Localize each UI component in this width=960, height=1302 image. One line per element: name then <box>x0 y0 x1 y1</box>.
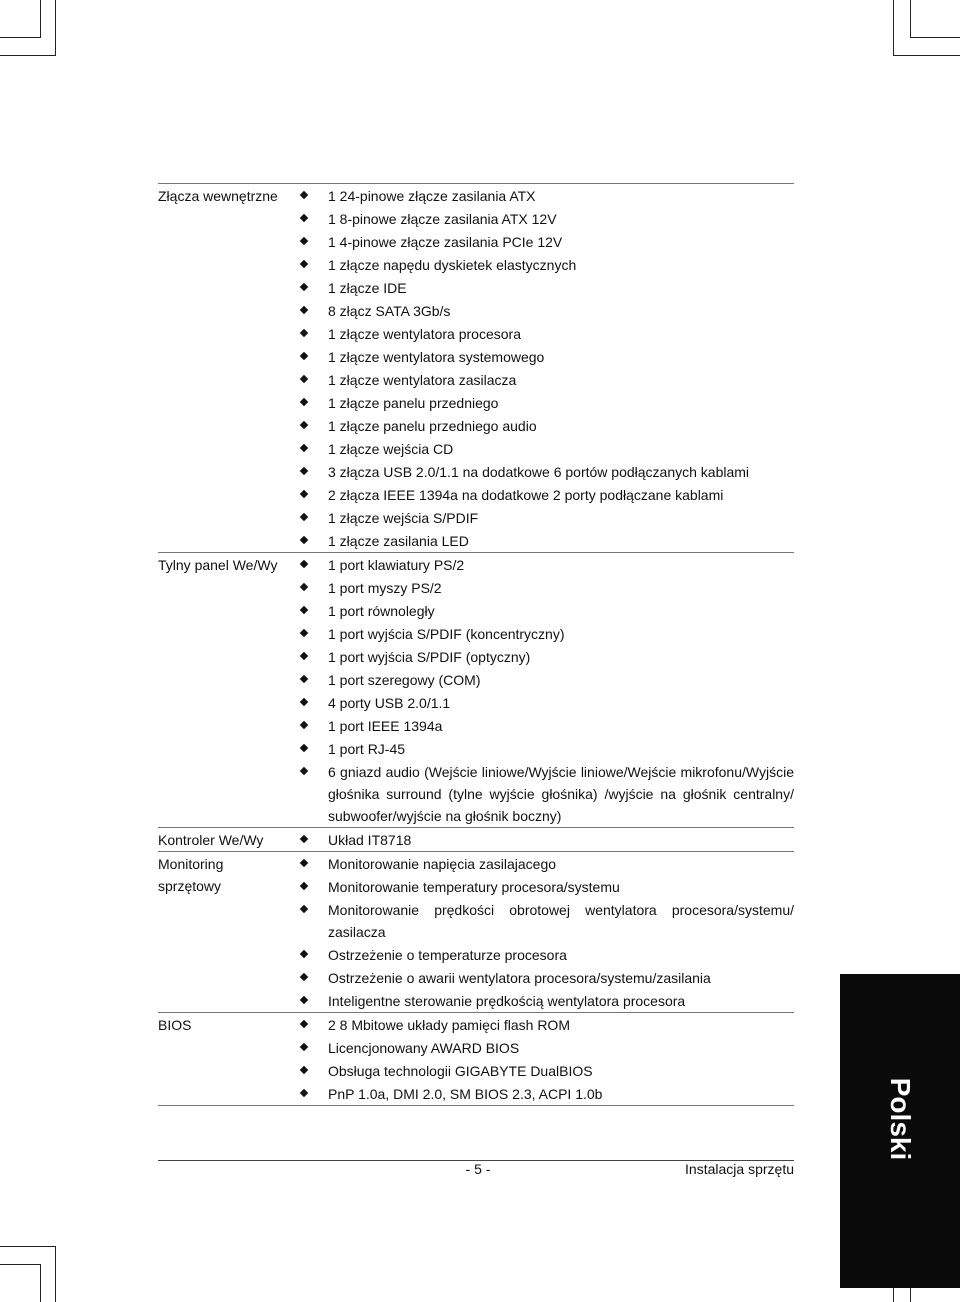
list-item-text: 1 złącze panelu przedniego audio <box>328 418 537 434</box>
section-item-list <box>298 184 794 552</box>
diamond-bullet-icon <box>298 276 328 299</box>
crop-mark <box>893 55 960 56</box>
list-item <box>298 506 794 529</box>
diamond-bullet-icon <box>298 852 328 875</box>
diamond-bullet-icon <box>298 368 328 391</box>
diamond-bullet-icon <box>298 529 328 552</box>
list-item-text: 1 złącze wejścia S/PDIF <box>328 510 479 526</box>
list-item <box>298 875 794 898</box>
list-item <box>298 553 794 576</box>
list-item-text: 6 gniazd audio (Wejście liniowe/Wyjście liniowe/Wejście mikrofonu/Wyjście głośnika surround (tylne wyjście głośnika) /wyjście na głośnik centralny/ subwoofer/wyjście na głośnik boczny) <box>328 764 794 824</box>
list-item-text: 1 24-pinowe złącze zasilania ATX <box>328 188 536 204</box>
list-item <box>298 576 794 599</box>
list-item <box>298 345 794 368</box>
crop-mark <box>0 1246 56 1247</box>
list-item-text: 1 port klawiatury PS/2 <box>328 557 465 573</box>
list-item <box>298 852 794 875</box>
page-number-text: - 5 - <box>465 1161 491 1177</box>
list-item <box>298 460 794 483</box>
list-item <box>298 1036 794 1059</box>
section-label-line: Złącza wewnętrzne <box>158 188 278 204</box>
diamond-bullet-icon <box>298 1013 328 1036</box>
list-item <box>298 1013 794 1036</box>
list-item-text: Inteligentne sterowanie prędkością wentylatora procesora <box>328 993 686 1009</box>
list-item <box>298 966 794 989</box>
crop-mark <box>40 0 41 38</box>
list-item <box>298 253 794 276</box>
diamond-bullet-icon <box>298 230 328 253</box>
list-item <box>298 299 794 322</box>
spec-section <box>158 827 794 851</box>
diamond-bullet-icon <box>298 1059 328 1082</box>
diamond-bullet-icon <box>298 391 328 414</box>
list-item-text: 8 złącz SATA 3Gb/s <box>328 303 451 319</box>
list-item-text: 1 złącze wentylatora zasilacza <box>328 372 517 388</box>
spec-section <box>158 552 794 827</box>
section-label-line: sprzętowy <box>158 878 222 894</box>
list-item <box>298 622 794 645</box>
diamond-bullet-icon <box>298 576 328 599</box>
list-item <box>298 207 794 230</box>
diamond-bullet-icon <box>298 299 328 322</box>
list-item <box>298 184 794 207</box>
diamond-bullet-icon <box>298 322 328 345</box>
diamond-bullet-icon <box>298 1036 328 1059</box>
spec-section <box>158 851 794 1012</box>
section-item-list <box>298 553 794 827</box>
section-item-list <box>298 828 794 851</box>
list-item-text: 2 8 Mbitowe układy pamięci flash ROM <box>328 1017 570 1033</box>
list-item-text: Monitorowanie prędkości obrotowej wentylatora procesora/systemu/ zasilacza <box>328 902 794 940</box>
crop-mark <box>893 0 894 55</box>
list-item <box>298 1059 794 1082</box>
list-item <box>298 483 794 506</box>
list-item <box>298 989 794 1012</box>
list-item-text: 1 złącze zasilania LED <box>328 533 469 549</box>
list-item-text: 1 port IEEE 1394a <box>328 718 443 734</box>
section-label-line: Monitoring <box>158 856 224 872</box>
list-item-text: 1 port myszy PS/2 <box>328 580 442 596</box>
diamond-bullet-icon <box>298 989 328 1012</box>
spec-table <box>158 183 794 1106</box>
diamond-bullet-icon <box>298 737 328 760</box>
list-item-text: Licencjonowany AWARD BIOS <box>328 1040 520 1056</box>
list-item <box>298 599 794 622</box>
list-item-text: 1 złącze wentylatora procesora <box>328 326 521 342</box>
list-item <box>298 898 794 943</box>
list-item <box>298 1082 794 1105</box>
spec-section <box>158 183 794 552</box>
section-label-line: Kontroler We/Wy <box>158 832 264 848</box>
list-item <box>298 737 794 760</box>
diamond-bullet-icon <box>298 207 328 230</box>
list-item <box>298 691 794 714</box>
diamond-bullet-icon <box>298 184 328 207</box>
crop-mark <box>40 1264 41 1302</box>
diamond-bullet-icon <box>298 943 328 966</box>
list-item-text: 1 złącze panelu przedniego <box>328 395 499 411</box>
list-item-text: 1 złącze napędu dyskietek elastycznych <box>328 257 577 273</box>
list-item <box>298 391 794 414</box>
list-item-text: 3 złącza USB 2.0/1.1 na dodatkowe 6 portów podłączanych kablami <box>328 464 750 480</box>
crop-mark <box>910 37 960 38</box>
list-item-text: 1 port wyjścia S/PDIF (koncentryczny) <box>328 626 565 642</box>
list-item-text: 1 złącze IDE <box>328 280 407 296</box>
diamond-bullet-icon <box>298 668 328 691</box>
page-number <box>0 1161 960 1177</box>
list-item-text: Układ IT8718 <box>328 832 412 848</box>
crop-mark <box>0 1264 40 1265</box>
language-side-tab <box>840 974 960 1288</box>
footer-title: Instalacja sprzętu <box>685 1161 794 1177</box>
list-item <box>298 828 794 851</box>
list-item-text: 2 złącza IEEE 1394a na dodatkowe 2 porty podłączane kablami <box>328 487 724 503</box>
list-item <box>298 414 794 437</box>
list-item-text: 4 porty USB 2.0/1.1 <box>328 695 451 711</box>
diamond-bullet-icon <box>298 622 328 645</box>
list-item-text: 1 złącze wejścia CD <box>328 441 454 457</box>
list-item <box>298 276 794 299</box>
diamond-bullet-icon <box>298 645 328 668</box>
list-item-text: Ostrzeżenie o temperaturze procesora <box>328 947 567 963</box>
diamond-bullet-icon <box>298 253 328 276</box>
diamond-bullet-icon <box>298 553 328 576</box>
diamond-bullet-icon <box>298 898 328 943</box>
list-item <box>298 760 794 827</box>
list-item-text: 1 4-pinowe złącze zasilania PCIe 12V <box>328 234 563 250</box>
crop-mark <box>55 1246 56 1302</box>
diamond-bullet-icon <box>298 1082 328 1105</box>
diamond-bullet-icon <box>298 691 328 714</box>
list-item-text: 1 port RJ-45 <box>328 741 406 757</box>
diamond-bullet-icon <box>298 599 328 622</box>
list-item-text: 1 port szeregowy (COM) <box>328 672 481 688</box>
crop-mark <box>0 37 40 38</box>
list-item <box>298 668 794 691</box>
section-label <box>158 852 298 1012</box>
diamond-bullet-icon <box>298 483 328 506</box>
section-label <box>158 184 298 552</box>
diamond-bullet-icon <box>298 506 328 529</box>
list-item <box>298 645 794 668</box>
diamond-bullet-icon <box>298 437 328 460</box>
diamond-bullet-icon <box>298 966 328 989</box>
list-item <box>298 529 794 552</box>
section-label-line: Tylny panel We/Wy <box>158 557 278 573</box>
list-item-text: Monitorowanie napięcia zasilajacego <box>328 856 557 872</box>
list-item <box>298 437 794 460</box>
diamond-bullet-icon <box>298 760 328 827</box>
crop-mark <box>0 55 56 56</box>
diamond-bullet-icon <box>298 460 328 483</box>
section-label-line: BIOS <box>158 1017 192 1033</box>
list-item-text: 1 port równoległy <box>328 603 435 619</box>
section-label <box>158 828 298 851</box>
list-item <box>298 714 794 737</box>
list-item <box>298 230 794 253</box>
list-item-text: 1 złącze wentylatora systemowego <box>328 349 545 365</box>
list-item <box>298 322 794 345</box>
list-item-text: Obsługa technologii GIGABYTE DualBIOS <box>328 1063 593 1079</box>
list-item-text: Ostrzeżenie o awarii wentylatora procesora/systemu/zasilania <box>328 970 711 986</box>
diamond-bullet-icon <box>298 414 328 437</box>
list-item <box>298 943 794 966</box>
section-item-list <box>298 852 794 1012</box>
list-item <box>298 368 794 391</box>
section-label <box>158 553 298 827</box>
diamond-bullet-icon <box>298 828 328 851</box>
spec-section <box>158 1012 794 1106</box>
list-item-text: 1 port wyjścia S/PDIF (optyczny) <box>328 649 531 665</box>
list-item-text: 1 8-pinowe złącze zasilania ATX 12V <box>328 211 557 227</box>
list-item-text: PnP 1.0a, DMI 2.0, SM BIOS 2.3, ACPI 1.0b <box>328 1086 603 1102</box>
diamond-bullet-icon <box>298 345 328 368</box>
crop-mark <box>910 0 911 38</box>
list-item-text: Monitorowanie temperatury procesora/systemu <box>328 879 620 895</box>
diamond-bullet-icon <box>298 875 328 898</box>
diamond-bullet-icon <box>298 714 328 737</box>
section-item-list <box>298 1013 794 1105</box>
section-label <box>158 1013 298 1105</box>
language-label: Polski <box>884 1077 916 1161</box>
crop-mark <box>55 0 56 55</box>
